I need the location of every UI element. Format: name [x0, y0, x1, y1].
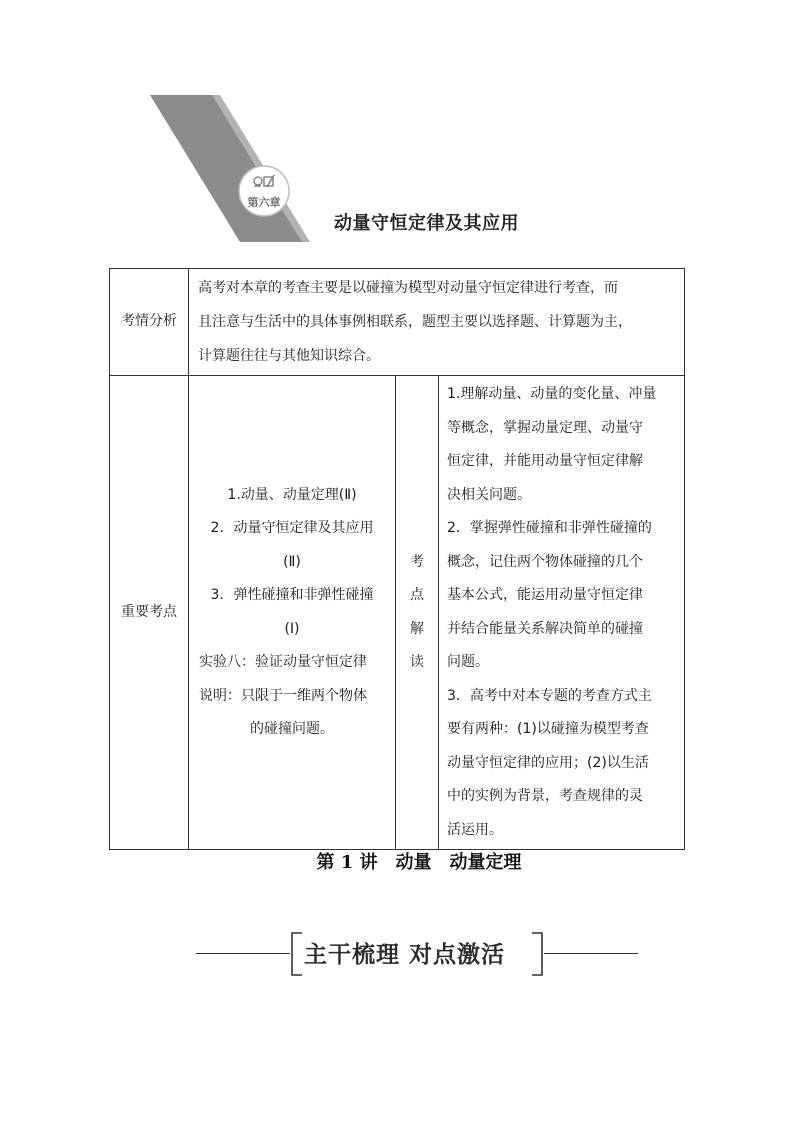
interpretation-text: [439, 376, 685, 850]
key-points-list: [189, 376, 396, 850]
right-bracket-icon: [530, 932, 544, 976]
lecture-title: 第 1 讲 动量 动量定理: [316, 852, 522, 873]
interpretation-label-char: 读: [410, 654, 424, 670]
interpretation-line: 动量守恒定律的应用；(2)以生活: [447, 754, 649, 771]
exam-analysis-table: [109, 268, 685, 850]
key-point: (Ⅱ): [283, 553, 301, 570]
interpretation-line: 2．掌握弹性碰撞和非弹性碰撞的: [447, 520, 652, 536]
interpretation-line: 中的实例为背景，考查规律的灵: [447, 788, 643, 804]
key-point: 3．弹性碰撞和非弹性碰撞: [210, 587, 374, 603]
interpretation-label-char: 解: [410, 620, 424, 637]
key-point: 的碰撞问题。: [250, 721, 334, 737]
table-row: [110, 376, 685, 850]
interpretation-line: 等概念，掌握动量定理、动量守: [447, 419, 643, 436]
interpretation-line: 并结合能量关系解决简单的碰撞: [447, 620, 643, 637]
interpretation-line: 要有两种：(1)以碰撞为模型考查: [447, 721, 649, 737]
heading-rule-left: [196, 953, 290, 954]
left-bracket-icon: [290, 932, 304, 976]
chapter-title: 动量守恒定律及其应用: [334, 213, 519, 234]
interpretation-label-char: 考: [410, 553, 424, 570]
interpretation-line: 3．高考中对本专题的考查方式主: [447, 687, 652, 704]
table-row: [110, 269, 685, 376]
key-point: 2．动量守恒定律及其应用: [210, 520, 374, 536]
key-point: 1.动量、动量定理(Ⅱ): [227, 486, 357, 503]
heading-rule-right: [544, 953, 638, 954]
interpretation-line: 活运用。: [447, 821, 503, 838]
section-heading: [196, 928, 638, 976]
key-point: 实验八：验证动量守恒定律: [199, 654, 367, 670]
interpretation-label-char: 点: [410, 587, 424, 603]
interpretation-line: 恒定律，并能用动量守恒定律解: [447, 453, 643, 469]
analysis-line: 高考对本章的考查主要是以碰撞为模型对动量守恒定律进行考查，而: [198, 280, 618, 296]
key-points-label: 重要考点: [110, 376, 189, 850]
chapter-banner: [148, 95, 318, 245]
interpretation-line: 基本公式，能运用动量守恒定律: [447, 587, 643, 603]
interpretation-line: 概念，记住两个物体碰撞的几个: [447, 553, 643, 570]
exam-analysis-text: [189, 269, 685, 376]
interpretation-line: 决相关问题。: [447, 486, 531, 503]
exam-analysis-label: 考情分析: [110, 269, 189, 376]
analysis-line: 且注意与生活中的具体事例相联系，题型主要以选择题、计算题为主，: [198, 314, 632, 330]
key-point: (Ⅰ): [284, 620, 300, 637]
chapter-label: 第六章: [247, 196, 281, 209]
section-heading-text: 主干梳理 对点激活: [304, 941, 506, 968]
analysis-line: 计算题往往与其他知识综合。: [198, 348, 380, 364]
interpretation-label: [396, 376, 439, 850]
key-point: 说明：只限于一维两个物体: [199, 687, 367, 704]
interpretation-line: 1.理解动量、动量的变化量、冲量: [447, 386, 657, 402]
interpretation-line: 问题。: [447, 654, 489, 670]
banner-graphic: [148, 95, 318, 245]
